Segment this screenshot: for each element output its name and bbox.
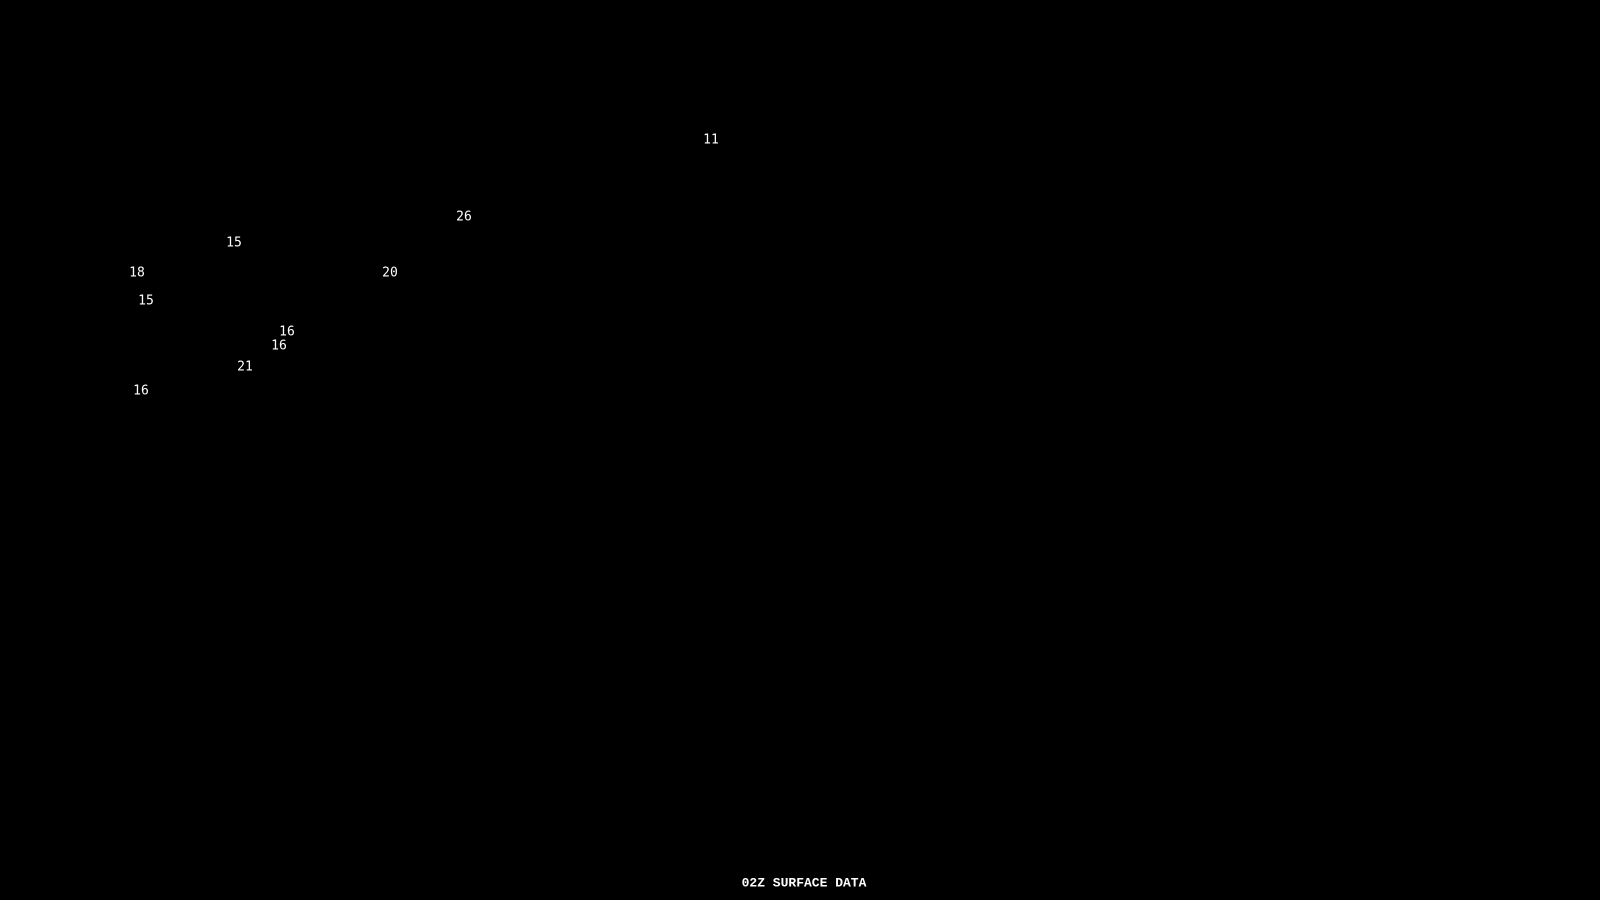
station-value-label: 15	[226, 235, 242, 251]
station-value-label: 26	[456, 209, 472, 225]
station-value-label: 16	[133, 383, 149, 399]
station-value-label: 15	[138, 293, 154, 309]
station-value-label: 20	[382, 265, 398, 281]
plot-caption: 02Z SURFACE DATA	[741, 875, 867, 891]
station-value-label: 18	[129, 265, 145, 281]
station-value-label: 16	[271, 338, 287, 354]
station-value-label: 11	[703, 132, 719, 148]
station-value-label: 21	[237, 359, 253, 375]
station-value-label: 16	[279, 324, 295, 340]
